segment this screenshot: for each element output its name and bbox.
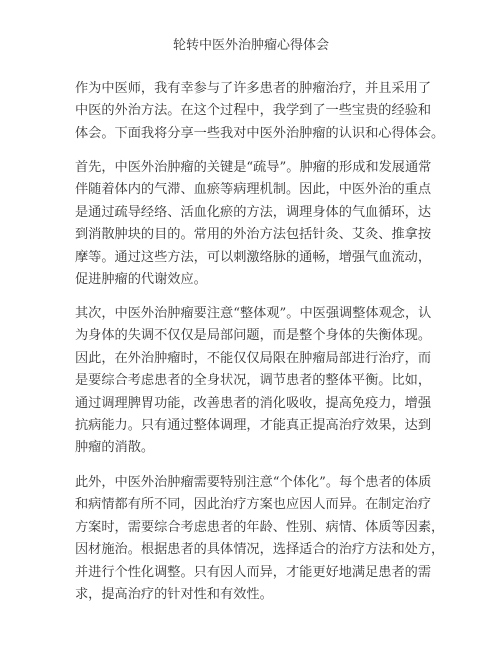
text-line: 此外，中医外治肿瘤需要特别注意“个体化”。每个患者的体质 xyxy=(75,475,432,490)
text-line: 到消散肿块的目的。常用的外治方法包括针灸、艾灸、推拿按 xyxy=(75,227,432,243)
text-line: 摩等。通过这些方法，可以刺激络脉的通畅，增强气血流动， xyxy=(75,249,432,265)
text-line: 为身体的失调不仅仅是局部问题，而是整个身体的失衡体现。 xyxy=(75,328,432,344)
text-line: 通过调理脾胃功能，改善患者的消化吸收，提高免疫力，增强 xyxy=(75,395,432,411)
text-line: 和病情都有所不同，因此治疗方案也应因人而异。在制定治疗 xyxy=(75,497,432,513)
text-line: 抗病能力。只有通过整体调理，才能真正提高治疗效果，达到 xyxy=(75,417,432,433)
paragraph-third-point xyxy=(75,472,444,606)
text-line: 方案时，需要综合考虑患者的年龄、性别、病情、体质等因素， xyxy=(75,519,445,535)
paragraph-second-point xyxy=(75,303,431,460)
text-line: 伴随着体内的气滞、血瘀等病理机制。因此，中医外治的重点 xyxy=(75,182,432,198)
text-line: 其次，中医外治肿瘤要注意“整体观”。中医强调整体观念，认 xyxy=(75,306,432,321)
text-line: 求，提高治疗的针对性和有效性。 xyxy=(75,586,273,602)
paragraph-first-point xyxy=(75,157,431,291)
text-line: 并进行个性化调整。只有因人而异，才能更好地满足患者的需 xyxy=(75,564,432,580)
text-line: 因此，在外治肿瘤时，不能仅仅局限在肿瘤局部进行治疗，而 xyxy=(75,350,432,366)
document-title: 轮转中医外治肿瘤心得体会 xyxy=(172,38,329,53)
text-line: 作为中医师，我有幸参与了许多患者的肿瘤治疗，并且采用了 xyxy=(75,81,432,96)
paragraph-intro xyxy=(75,78,444,145)
text-line: 中医的外治方法。在这个过程中，我学到了一些宝贵的经验和 xyxy=(75,103,432,119)
text-line: 促进肿瘤的代谢效应。 xyxy=(75,271,207,287)
text-line: 肿瘤的消散。 xyxy=(75,440,155,456)
text-line: 首先，中医外治肿瘤的关键是“疏导”。肿瘤的形成和发展通常 xyxy=(75,160,432,175)
text-line: 因材施治。根据患者的具体情况，选择适合的治疗方法和处方， xyxy=(75,542,445,558)
text-line: 体会。下面我将分享一些我对中医外治肿瘤的认识和心得体会。 xyxy=(75,125,445,141)
text-line: 是要综合考虑患者的全身状况，调节患者的整体平衡。比如， xyxy=(75,373,432,389)
text-line: 是通过疏导经络、活血化瘀的方法，调理身体的气血循环，达 xyxy=(75,204,432,220)
